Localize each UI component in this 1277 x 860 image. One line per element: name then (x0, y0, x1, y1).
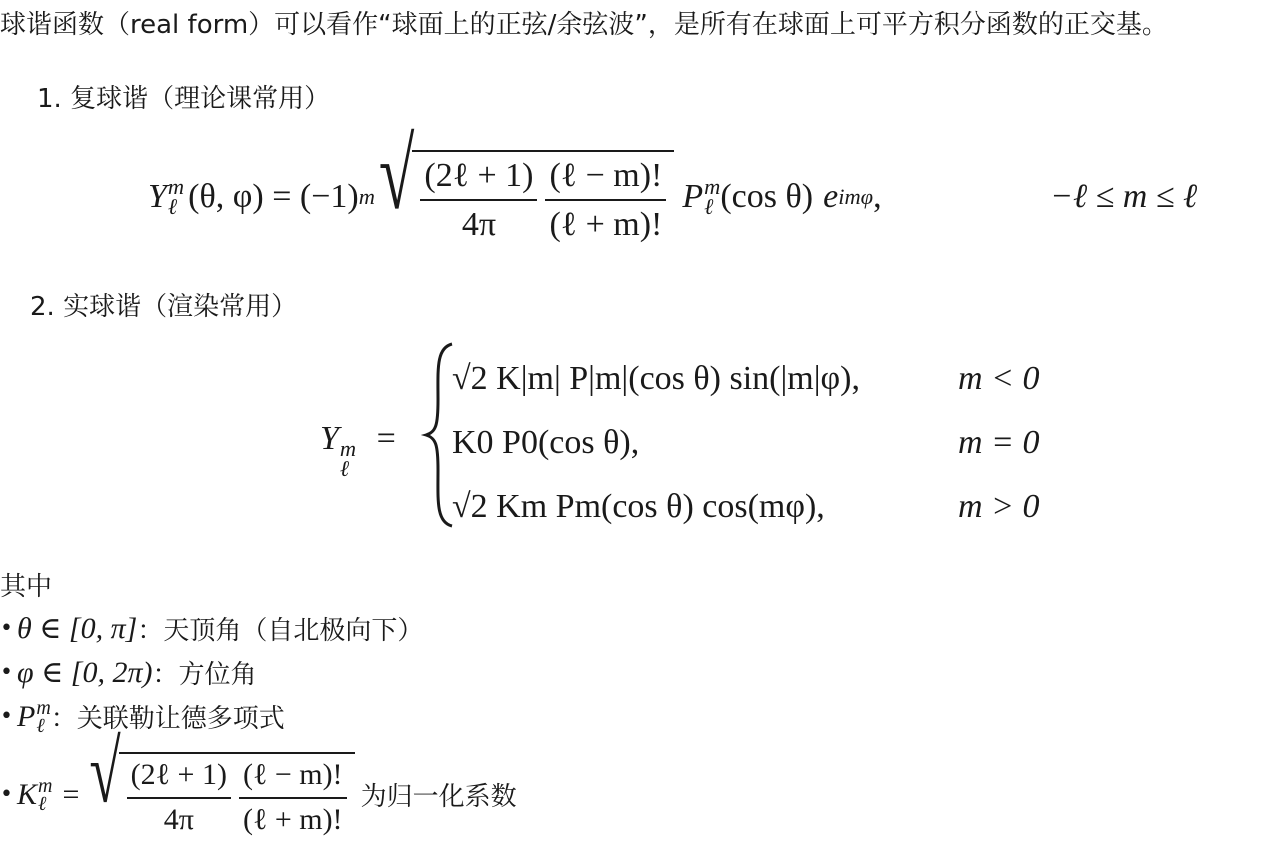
eq1-sqrt: √ $\frac{\text{(2ℓ + 1)}}{4\pi}$ $\frac{\text{(ℓ − m)!}}{\text{(ℓ + m)!}}$ (379, 150, 674, 244)
case1-condition: m < 0 (958, 360, 1040, 397)
where-item-phi: • φ ∈ [0, 2π) ：方位角 (0, 656, 257, 690)
case-row-3 (452, 488, 825, 526)
case3-expr: √2 Km Pm(cos θ) cos(mφ), (452, 488, 825, 525)
where-item-theta: • θ ∈ [0, π] ：天顶角（自北极向下） (0, 612, 424, 646)
real-sh-lhs: Y m ℓ = (320, 420, 396, 481)
section1-heading: 1. 复球谐（理论课常用） (37, 84, 331, 114)
case1-expr: √2 K|m| P|m|(cos θ) sin(|m|φ), (452, 360, 860, 397)
eq1-range: −ℓ ≤ m ≤ ℓ (1050, 178, 1198, 215)
section2-heading: 2. 实球谐（渲染常用） (30, 292, 298, 322)
case-row-2 (452, 424, 639, 462)
complex-sh-equation: Y m ℓ (θ, φ) = (−1) m √ $\frac{\text{(2ℓ + 1)}}{4\pi}$ $\frac{\text{(ℓ − m)!}}{\text{(ℓ + m)!}}$ P m ℓ (cos θ) e imφ , (148, 117, 882, 243)
case3-condition: m > 0 (958, 488, 1040, 525)
intro-text: 球谐函数（real form）可以看作“球面上的正弦/余弦波”，是所有在球面上可平方积分函数的正交基。 (0, 10, 1168, 40)
case2-condition: m = 0 (958, 424, 1040, 461)
case2-expr: K0 P0(cos θ), (452, 424, 640, 461)
where-item-legendre: • P m ℓ ：关联勒让德多项式 (0, 696, 285, 737)
case-row-1 (452, 360, 860, 398)
where-item-normalization: • K m ℓ = √ $\frac{\text{(2ℓ + 1)}}{4\pi}$ $\frac{\text{(ℓ − m)!}}{\text{(ℓ + m)!}}$ 为归一化系数 (0, 723, 517, 836)
where-heading: 其中 (0, 572, 53, 602)
eq1-Y: Y (148, 178, 167, 215)
eq1-args: (θ, φ) = (−1) (188, 178, 359, 215)
